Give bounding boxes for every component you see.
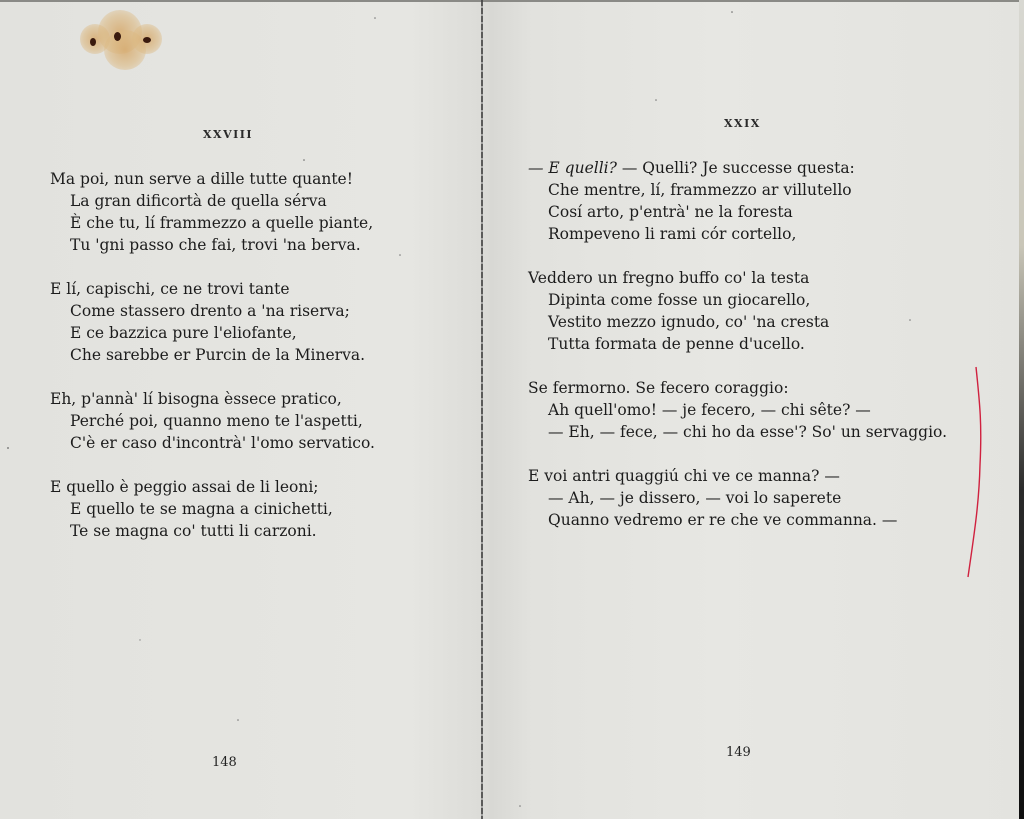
verse-line: Dipinta come fosse un giocarello, [548, 291, 811, 309]
verse-line: — Ah, — je dissero, — voi lo saperete [548, 489, 842, 507]
poem-body [50, 168, 375, 542]
page-number: 149 [726, 745, 751, 760]
verse-line: Cosí arto, p'entrà' ne la foresta [548, 203, 793, 221]
verse-line: È che tu, lí frammezzo a quelle piante, [70, 214, 374, 232]
page-number: 148 [212, 755, 237, 770]
verse-line-opening [528, 157, 947, 179]
verse-line: E voi antri quaggiú chi ve ce manna? — [528, 467, 840, 485]
verse-line: La gran dificortà de quella sérva [70, 192, 327, 210]
verse-line: Ah quell'omo! — je fecero, — chi sête? — [548, 401, 871, 419]
left-page [0, 0, 480, 819]
verse-line: E lí, capischi, ce ne trovi tante [50, 280, 290, 298]
stanza [528, 465, 947, 531]
verse-line: Come stassero drento a 'na riserva; [70, 302, 350, 320]
chapter-heading: XXVIII [203, 128, 254, 141]
verse-line: — Eh, — fece, — chi ho da esse'? So' un servaggio. [548, 423, 948, 441]
verse-line: Tu 'gni passo che fai, trovi 'na berva. [70, 236, 361, 254]
verse-line: Vestito mezzo ignudo, co' 'na cresta [548, 313, 830, 331]
verse-line: Rompeveno li rami cór cortello, [548, 225, 797, 243]
chapter-heading: XXIX [724, 117, 761, 130]
verse-line: E quello te se magna a cinichetti, [70, 500, 333, 518]
verse-line: C'è er caso d'incontrà' l'omo servatico. [70, 434, 375, 452]
stanza [528, 267, 947, 355]
dialogue-rest: — Quelli? Je successe questa: [616, 159, 855, 177]
poem-body [528, 157, 947, 531]
italic-dialogue: — E quelli? [528, 159, 617, 177]
right-page [484, 0, 1024, 819]
verse-line: Tutta formata de penne d'ucello. [548, 335, 805, 353]
stanza [50, 476, 375, 542]
verse-line: Veddero un fregno buffo co' la testa [528, 269, 810, 287]
verse-line: Se fermorno. Se fecero coraggio: [528, 379, 789, 397]
verse-line: Eh, p'annà' lí bisogna èssece pratico, [50, 390, 342, 408]
verse-line: Che mentre, lí, frammezzo ar villutello [548, 181, 852, 199]
verse-line: E quello è peggio assai de li leoni; [50, 478, 319, 496]
verse-line: Perché poi, quanno meno te l'aspetti, [70, 412, 363, 430]
stanza [50, 388, 375, 454]
verse-line: E ce bazzica pure l'eliofante, [70, 324, 297, 342]
stanza [528, 157, 947, 245]
stanza [50, 168, 375, 256]
stanza [528, 377, 947, 443]
verse-line: Ma poi, nun serve a dille tutte quante! [50, 170, 353, 188]
book-gutter [481, 0, 483, 819]
verse-line: Che sarebbe er Purcin de la Minerva. [70, 346, 366, 364]
verse-line: Quanno vedremo er re che ve commanna. — [548, 511, 898, 529]
verse-line: Te se magna co' tutti li carzoni. [70, 522, 317, 540]
red-margin-line [962, 365, 982, 580]
stanza [50, 278, 375, 366]
